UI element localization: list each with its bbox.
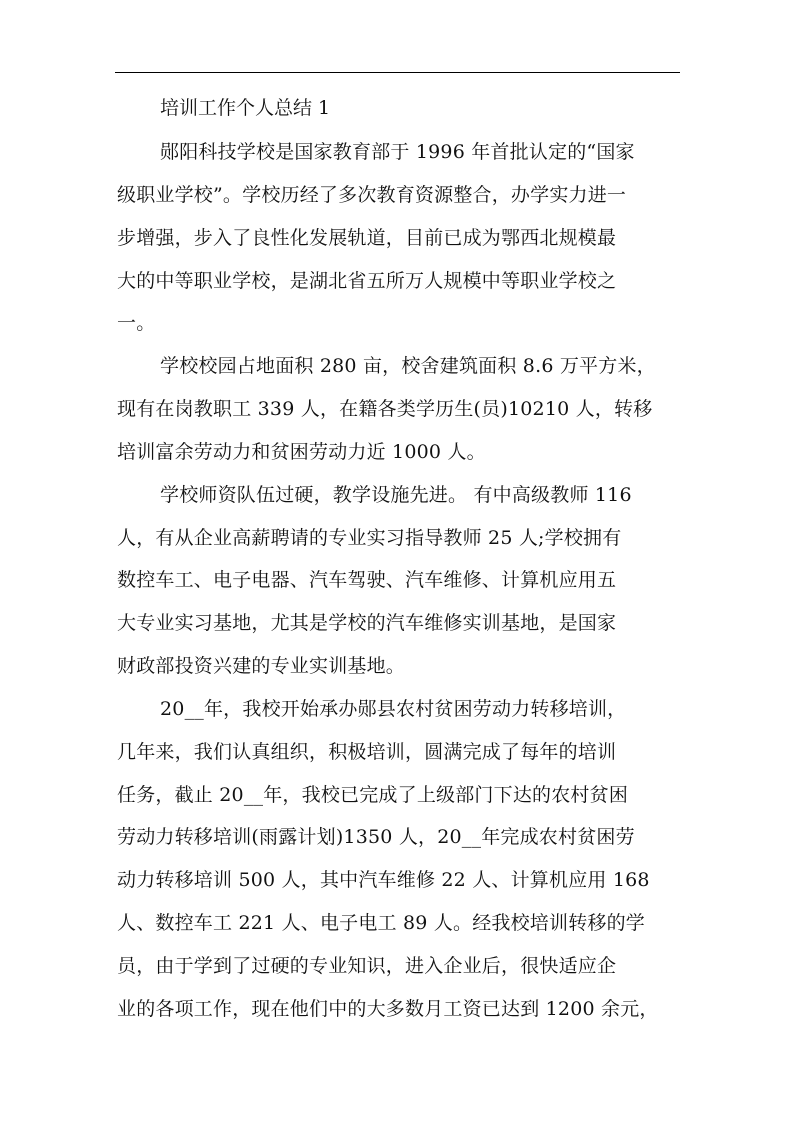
body-line: 业的各项工作，现在他们中的大多数月工资已达到 1200 余元， bbox=[117, 998, 659, 1020]
body-line: 现有在岗教职工 339 人，在籍各类学历生(员)10210 人，转移 bbox=[117, 398, 653, 420]
body-line: 步增强，步入了良性化发展轨道，目前已成为鄂西北规模最 bbox=[117, 227, 617, 249]
header-rule bbox=[115, 72, 680, 73]
body-line: 几年来，我们认真组织，积极培训，圆满完成了每年的培训 bbox=[117, 741, 617, 763]
body-line: 财政部投资兴建的专业实训基地。 bbox=[117, 655, 406, 677]
body-line: 大的中等职业学校，是湖北省五所万人规模中等职业学校之 bbox=[117, 270, 617, 292]
body-line: 20__年，我校开始承办郧县农村贫困劳动力转移培训， bbox=[160, 698, 627, 720]
body-line: 任务，截止 20__年，我校已完成了上级部门下达的农村贫困 bbox=[117, 784, 629, 806]
body-line: 郧阳科技学校是国家教育部于 1996 年首批认定的“国家 bbox=[160, 141, 635, 163]
body-line: 动力转移培训 500 人，其中汽车维修 22 人、计算机应用 168 bbox=[117, 869, 650, 891]
body-line: 一。 bbox=[117, 312, 156, 334]
document-title: 培训工作个人总结 1 bbox=[160, 97, 331, 119]
body-line: 培训富余劳动力和贫困劳动力近 1000 人。 bbox=[117, 441, 486, 463]
body-line: 学校校园占地面积 280 亩，校舍建筑面积 8.6 万平方米， bbox=[160, 355, 656, 377]
body-line: 大专业实习基地，尤其是学校的汽车维修实训基地，是国家 bbox=[117, 612, 617, 634]
body-line: 劳动力转移培训(雨露计划)1350 人，20__年完成农村贫困劳 bbox=[117, 826, 635, 848]
body-line: 学校师资队伍过硬，教学设施先进。 有中高级教师 116 bbox=[160, 484, 632, 506]
body-line: 数控车工、电子电器、汽车驾驶、汽车维修、计算机应用五 bbox=[117, 569, 617, 591]
body-line: 人，有从企业高薪聘请的专业实习指导教师 25 人;学校拥有 bbox=[117, 527, 622, 549]
body-line: 级职业学校”。学校历经了多次教育资源整合，办学实力进一 bbox=[117, 184, 627, 206]
body-line: 人、数控车工 221 人、电子电工 89 人。经我校培训转移的学 bbox=[117, 912, 646, 934]
body-line: 员，由于学到了过硬的专业知识，进入企业后，很快适应企 bbox=[117, 955, 617, 977]
